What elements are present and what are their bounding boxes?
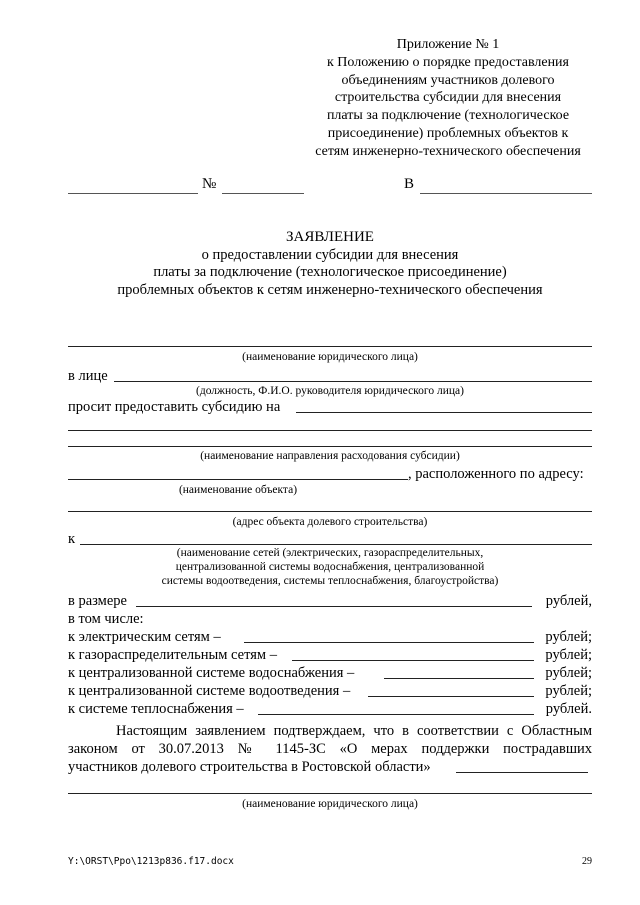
networks-field[interactable] — [80, 544, 592, 545]
breakdown-label: к системе теплоснабжения – — [68, 701, 244, 717]
breakdown-unit: рублей; — [545, 665, 592, 681]
breakdown-field[interactable] — [292, 660, 534, 661]
breakdown-unit: рублей. — [545, 701, 592, 717]
addressee-field[interactable] — [420, 176, 592, 194]
including-row — [68, 610, 592, 628]
breakdown-field[interactable] — [384, 678, 534, 679]
page-number: 29 — [582, 856, 592, 867]
breakdown-label: к электрическим сетям – — [68, 629, 221, 645]
rubles-label: рублей, — [545, 593, 592, 609]
appendix-line: платы за подключение (технологическое — [326, 108, 570, 124]
request-label: просит предоставить субсидию на — [68, 399, 281, 415]
caption-position: (должность, Ф.И.О. руководителя юридического лица) — [196, 385, 464, 397]
footer-path: Y:\ORST\Ppo\1213p836.f17.docx — [68, 856, 234, 867]
breakdown-row — [68, 646, 592, 664]
date-field[interactable] — [68, 176, 198, 194]
in-label: В — [404, 176, 415, 192]
legal-entity-field[interactable] — [68, 346, 592, 347]
breakdown-row — [68, 700, 592, 718]
breakdown-field[interactable] — [368, 696, 534, 697]
breakdown-row — [68, 628, 592, 646]
breakdown-label: к газораспределительным сетям – — [68, 647, 277, 663]
registration-row — [0, 176, 640, 196]
object-row — [68, 465, 592, 483]
breakdown-unit: рублей; — [545, 683, 592, 699]
title-heading: ЗАЯВЛЕНИЕ — [286, 229, 374, 245]
document-title — [60, 229, 600, 299]
caption-networks: централизованной системы водоснабжения, централизованной — [175, 561, 485, 573]
caption-address: (адрес объекта долевого строительства) — [232, 516, 428, 528]
appendix-line: к Положению о порядке предоставления — [327, 54, 569, 70]
in-person-label: в лице — [68, 368, 108, 384]
request-field-line-3[interactable] — [68, 446, 592, 447]
caption-direction: (наименование направления расходования субсидии) — [200, 450, 460, 462]
breakdown-field[interactable] — [244, 642, 534, 643]
breakdown-unit: рублей; — [545, 629, 592, 645]
title-line: о предоставлении субсидии для внесения — [201, 246, 459, 263]
breakdown-label: к централизованной системе водоотведения – — [68, 683, 351, 699]
caption-networks: системы водоотведения, системы теплоснабжения, благоустройства) — [161, 575, 499, 587]
title-line: проблемных объектов к сетям инженерно-технического обеспечения — [117, 281, 543, 298]
breakdown-row — [68, 682, 592, 700]
statement-line: законом от 30.07.2013 № 1145-ЗС «О мерах поддержки пострадавших — [68, 741, 592, 757]
breakdown-unit: рублей; — [545, 647, 592, 663]
in-person-field[interactable] — [114, 381, 592, 382]
appendix-line: присоединение) проблемных объектов к — [327, 125, 569, 141]
request-row — [68, 398, 592, 416]
number-sign: № — [202, 176, 217, 192]
address-field[interactable] — [68, 511, 592, 512]
appendix-line: сетям инженерно-технического обеспечения — [315, 143, 581, 159]
appendix-header — [296, 36, 600, 161]
caption-object: (наименование объекта) — [178, 484, 298, 496]
request-field-line-2[interactable] — [68, 430, 592, 431]
title-line: платы за подключение (технологическое присоединение) — [153, 264, 507, 281]
appendix-line: строительства субсидии для внесения — [334, 90, 562, 106]
located-label: , расположенного по адресу: — [408, 466, 584, 482]
breakdown-field[interactable] — [258, 714, 534, 715]
to-label: к — [68, 531, 76, 547]
caption-networks: (наименование сетей (электрических, газораспределительных, — [176, 547, 484, 559]
statement-entity-field-line[interactable] — [68, 793, 592, 794]
number-field[interactable] — [222, 176, 304, 194]
breakdown-row — [68, 664, 592, 682]
breakdown-label: к централизованной системе водоснабжения – — [68, 665, 355, 681]
statement-line: Настоящим заявлением подтверждаем, что в соответствии с Областным — [116, 723, 592, 739]
statement-paragraph — [68, 722, 592, 776]
including-label: в том числе: — [68, 611, 144, 627]
statement-line: участников долевого строительства в Ростовской области» — [68, 759, 431, 775]
caption-legal-entity: (наименование юридического лица) — [242, 351, 418, 363]
in-person-row — [68, 367, 592, 385]
appendix-line: Приложение № 1 — [396, 37, 500, 52]
object-field[interactable] — [68, 479, 408, 480]
request-field[interactable] — [296, 412, 592, 413]
amount-row — [68, 592, 592, 610]
appendix-line: объединениям участников долевого — [341, 72, 555, 88]
caption-statement-entity: (наименование юридического лица) — [242, 798, 418, 810]
statement-line-3 — [68, 758, 592, 776]
statement-entity-field[interactable] — [456, 772, 588, 773]
amount-label: в размере — [68, 593, 127, 609]
amount-field[interactable] — [136, 606, 532, 607]
